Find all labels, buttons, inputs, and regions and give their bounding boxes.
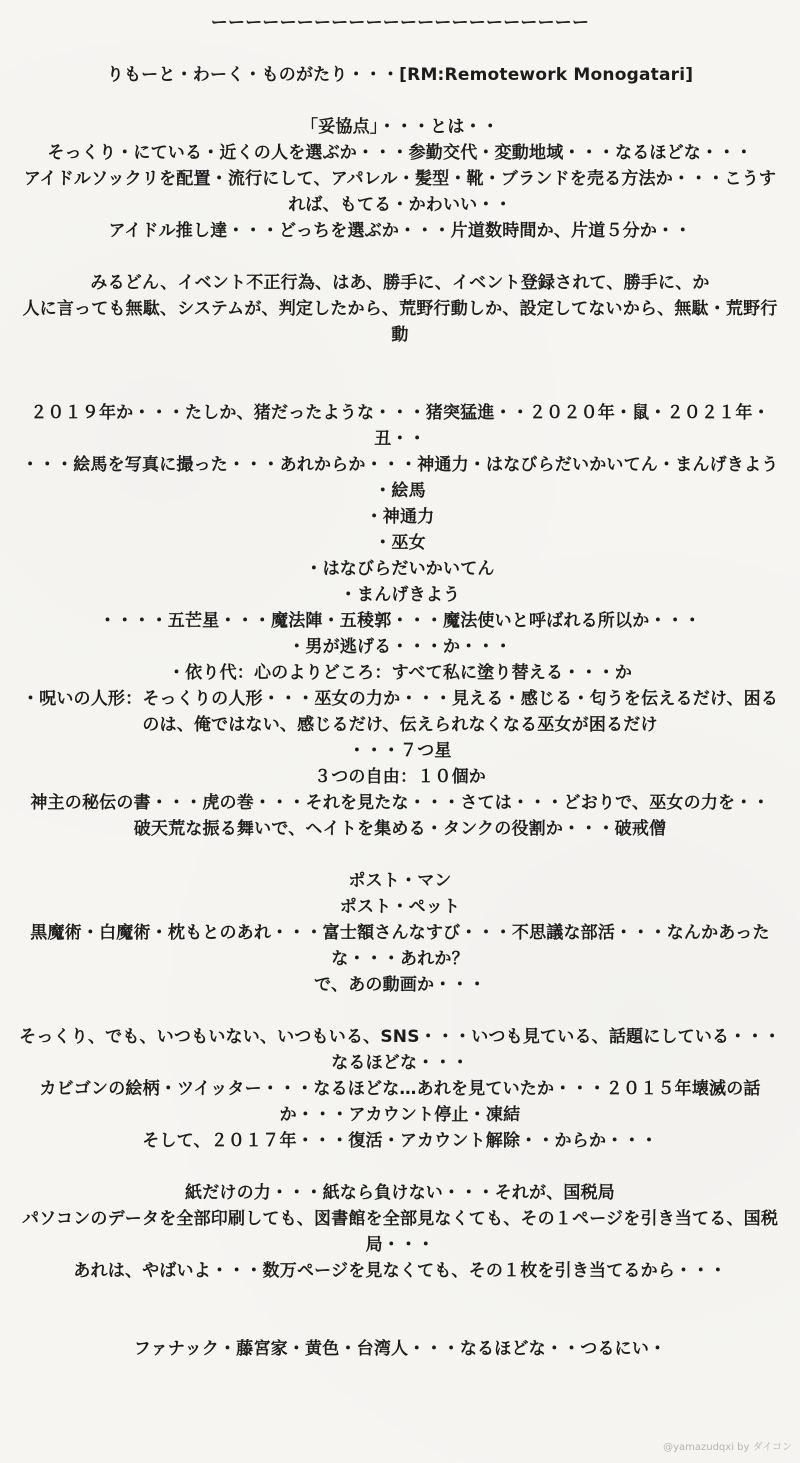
text-line: ・依り代：心のよりどころ：すべて私に塗り替える・・・か — [167, 663, 633, 683]
text-line: 黒魔術・白魔術・枕もとのあれ・・・富士額さんなすび・・・不思議な部活・・・なんかあったな・・・あれか？ — [30, 923, 770, 969]
blank-line — [16, 1284, 784, 1310]
text-line: アイドルソックリを配置・流行にして、アパレル・髪型・靴・ブランドを売る方法か・・・こうすれば、もてる・かわいい・・ — [23, 169, 777, 215]
text-line: ・はなびらだいかいてん — [305, 559, 495, 579]
text-line: ・・・絵馬を写真に撮った・・・あれからか・・・神通力・はなびらだいかいてん・まんげきよう — [21, 455, 779, 475]
blank-line — [16, 842, 784, 868]
text-line: 「妥協点」・・・とは・・ — [301, 117, 499, 137]
text-line: パソコンのデータを全部印刷しても、図書館を全部見なくても、その１ページを引き当てる、国税局・・・ — [21, 1209, 779, 1255]
text-line: アイドル推し達・・・どっちを選ぶか・・・片道数時間か、片道５分か・・ — [108, 221, 692, 241]
text-line: りもーと・わーく・ものがたり・・・[RM:Remotework Monogatari] — [106, 65, 694, 85]
watermark: @yamazudqxi by ダイコン — [663, 1442, 792, 1453]
text-line: で、あの動画か・・・ — [314, 975, 486, 995]
blank-line — [16, 1154, 784, 1180]
text-line: 神主の秘伝の書・・・虎の巻・・・それを見たな・・・さては・・・どおりで、巫女の力を・・ — [30, 793, 770, 813]
text-line: ・絵馬 — [374, 481, 426, 501]
blank-line — [16, 36, 784, 62]
text-line: 紙だけの力・・・紙なら負けない・・・それが、国税局 — [185, 1183, 615, 1203]
text-line: ファナック・藤宮家・黄色・台湾人・・・なるほどな・・つるにい・ — [133, 1339, 667, 1359]
blank-line — [16, 998, 784, 1024]
blank-line — [16, 374, 784, 400]
blank-line — [16, 244, 784, 270]
text-line: ２０１９年か・・・たしか、猪だったような・・・猪突猛進・・２０２０年・鼠・２０２１年・丑・・ — [30, 403, 770, 449]
text-line: あれは、やばいよ・・・数万ページを見なくても、その１枚を引き当てるから・・・ — [73, 1261, 727, 1281]
text-line: ・神通力 — [365, 507, 435, 527]
text-line: ・呪いの人形：そっくりの人形・・・巫女の力か・・・見える・感じる・匂うを伝えるだけ、困るのは、俺ではない、感じるだけ、伝えられなくなる巫女が困るだけ — [21, 689, 779, 735]
document-text — [16, 10, 784, 1362]
text-line: ３つの自由：１０個か — [314, 767, 486, 787]
text-line: ・・・７つ星 — [348, 741, 452, 761]
blank-line — [16, 1310, 784, 1336]
blank-line — [16, 348, 784, 374]
text-line: ・・・・五芒星・・・魔法陣・五稜郭・・・魔法使いと呼ばれる所以か・・・ — [99, 611, 701, 631]
text-line: カビゴンの絵柄・ツイッター・・・なるほどな…あれを見ていたか・・・２０１５年壊滅の話か・・・アカウント停止・凍結 — [39, 1079, 761, 1125]
text-line: ・巫女 — [374, 533, 426, 553]
text-line: そして、２０１７年・・・復活・アカウント解除・・からか・・・ — [142, 1131, 658, 1151]
text-line: 人に言っても無駄、システムが、判定したから、荒野行動しか、設定してないから、無駄・荒野行動 — [22, 299, 778, 345]
blank-line — [16, 88, 784, 114]
separator-line: ーーーーーーーーーーーーーーーーーーーーーー — [210, 13, 590, 33]
text-line: そっくり・にている・近くの人を選ぶか・・・参勤交代・変動地域・・・なるほどな・・・ — [47, 143, 753, 163]
text-line: ・まんげきよう — [339, 585, 461, 605]
text-line: ポスト・ペット — [339, 897, 461, 917]
text-line: ポスト・マン — [348, 871, 452, 891]
text-line: ・男が逃げる・・・か・・・ — [288, 637, 512, 657]
text-line: 破天荒な振る舞いで、ヘイトを集める・タンクの役割か・・・破戒僧 — [133, 819, 667, 839]
text-line: そっくり、でも、いつもいない、いつもいる、SNS・・・いつも見ている、話題にしている・・・なるほどな・・・ — [19, 1027, 781, 1073]
text-line: みるどん、イベント不正行為、はあ、勝手に、イベント登録されて、勝手に、か — [90, 273, 710, 293]
